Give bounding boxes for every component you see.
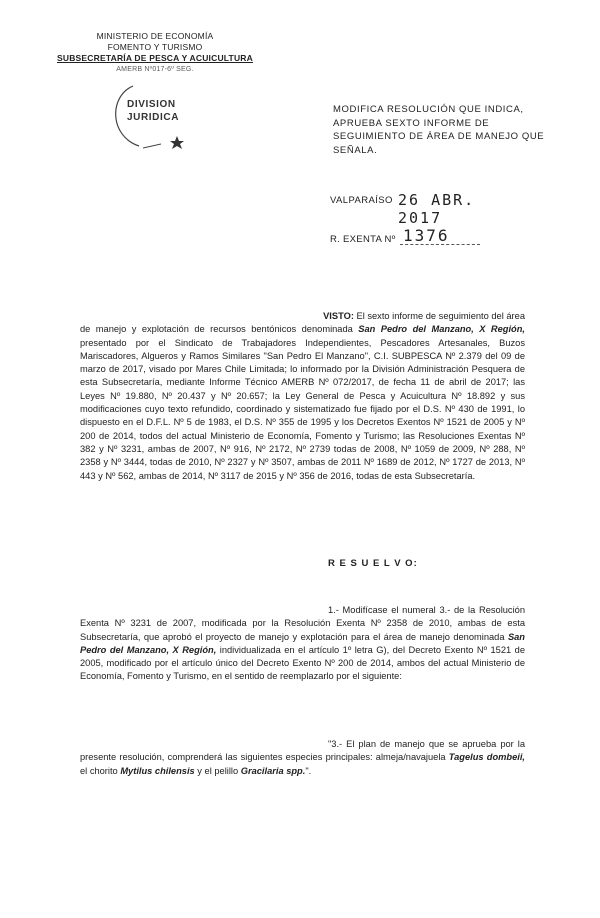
visto-paragraph [80, 323, 525, 483]
stamp-text-division: DIVISION [127, 99, 176, 110]
visto-text-a: de manejo y explotación de recursos bentónicos denominada [80, 324, 359, 335]
species-gracilaria: Gracilaria spp. [240, 765, 306, 776]
resuelvo-paragraph-1 [80, 604, 525, 684]
resuelvo-p1-text-a: 1.- Modifícase el numeral 3.- de la Resolución Exenta Nº 3231 de 2007, modificada por la Resolución Exenta Nº 2358 de 2010, ambas de esta Subsecretaría, que aprobó el proyecto de manejo y explotación para el área de manejo denominada [80, 605, 525, 642]
resuelvo-p1-text-b: individualizada en el artículo 1º letra G), del Decreto Exento Nº 1521 de 2005, modificado por el artículo único del Decreto Exento Nº 200 de 2014, ambos del actual Ministerio de Economía, Fomento y Turismo, en el sentido de reemplazarlo por el siguiente: [80, 644, 525, 682]
ministry-subtitle: FOMENTO Y TURISMO [107, 42, 203, 52]
place-date-line [330, 191, 530, 227]
stamp-text-juridica: JURIDICA [127, 112, 180, 123]
subsecretaria-name: SUBSECRETARÍA DE PESCA Y ACUICULTURA [57, 53, 253, 63]
visto-text-b: presentado por el Sindicato de Trabajadores Independientes, Pescadores Artesanales, Buzos Mariscadores, Algueros y Ramos Similares "San Pedro El Manzano", C.I. SUBPESCA Nº 2.379 del 09 de marzo de 2017, visado por Mares Chile Limitada; lo informado por la División Administración Pesquera de esta Subsecretaría, mediante Informe Técnico AMERB Nº 072/2017, de fecha 11 de abril de 2017; las Leyes Nº 19.880, Nº 20.437 y Nº 20.657; la Ley General de Pesca y Acuicultura Nº 18.892 y sus modificaciones cuyo texto refundido, coordinado y sistematizado fue fijado por el D.S. Nº 430 de 1991, lo dispuesto en el D.F.L. Nº 5 de 1983, el D.S. Nº 355 de 1995 y los Decretos Exentos Nº 1521 de 2005 y Nº 200 de 2014, todos del actual Ministerio de Economía, Fomento y Turismo; las Resoluciones Exentas Nº 382 y Nº 3231, ambas de 2007, Nº 916, Nº 2172, Nº 2739 todas de 2008, Nº 1059 de 2009, Nº 288, Nº 2358 y Nº 3444, todas de 2010, Nº 2327 y Nº 3507, ambas de 2011 Nº 1689 de 2012, Nº 1727 de 2013, Nº 443 y Nº 562, ambas de 2014, Nº 3117 de 2015 y Nº 356 de 2016, todas de esta Subsecretaría. [80, 337, 525, 481]
resuelvo-heading: R E S U E L V O: [328, 558, 418, 569]
quote-text-c: y el pelillo [194, 765, 241, 776]
date-stamp: 26 ABR. 2017 [398, 191, 476, 227]
exenta-underline [400, 244, 480, 245]
resuelvo-quote [80, 738, 525, 778]
division-juridica-stamp [103, 82, 197, 152]
visto-intro: El sexto informe de seguimiento del área [356, 311, 525, 321]
resolution-subject: MODIFICA RESOLUCIÓN QUE INDICA, APRUEBA SEXTO INFORME DE SEGUIMIENTO DE ÁREA DE MANEJO QUE SEÑALA. [333, 104, 545, 156]
place-label: VALPARAÍSO [330, 195, 393, 206]
ministry-header [55, 31, 255, 75]
ministry-name: MINISTERIO DE ECONOMÍA [96, 31, 214, 41]
resuelvo-p1-area-name: San Pedro del Manzano, X Región, [80, 631, 525, 655]
exenta-number: 1376 [403, 226, 450, 245]
exenta-label: R. EXENTA Nº [330, 234, 396, 245]
visto-section [80, 310, 525, 483]
visto-first-line [80, 310, 525, 323]
quote-text-d: ". [305, 765, 312, 776]
species-mytilus: Mytilus chilensis [120, 765, 195, 776]
visto-heading: VISTO: [323, 311, 354, 321]
visto-area-name: San Pedro del Manzano, X Región, [358, 324, 525, 335]
species-tagelus: Tagelus dombeii, [448, 752, 525, 763]
exenta-line [330, 226, 530, 248]
quote-text-a: "3.- El plan de manejo que se aprueba por la presente resolución, comprenderá las siguientes especies principales: almeja/navajuela [80, 739, 525, 763]
quote-text-b: el chorito [80, 765, 121, 776]
amerb-reference: AMERB Nº017-6º SEG. [116, 66, 194, 73]
